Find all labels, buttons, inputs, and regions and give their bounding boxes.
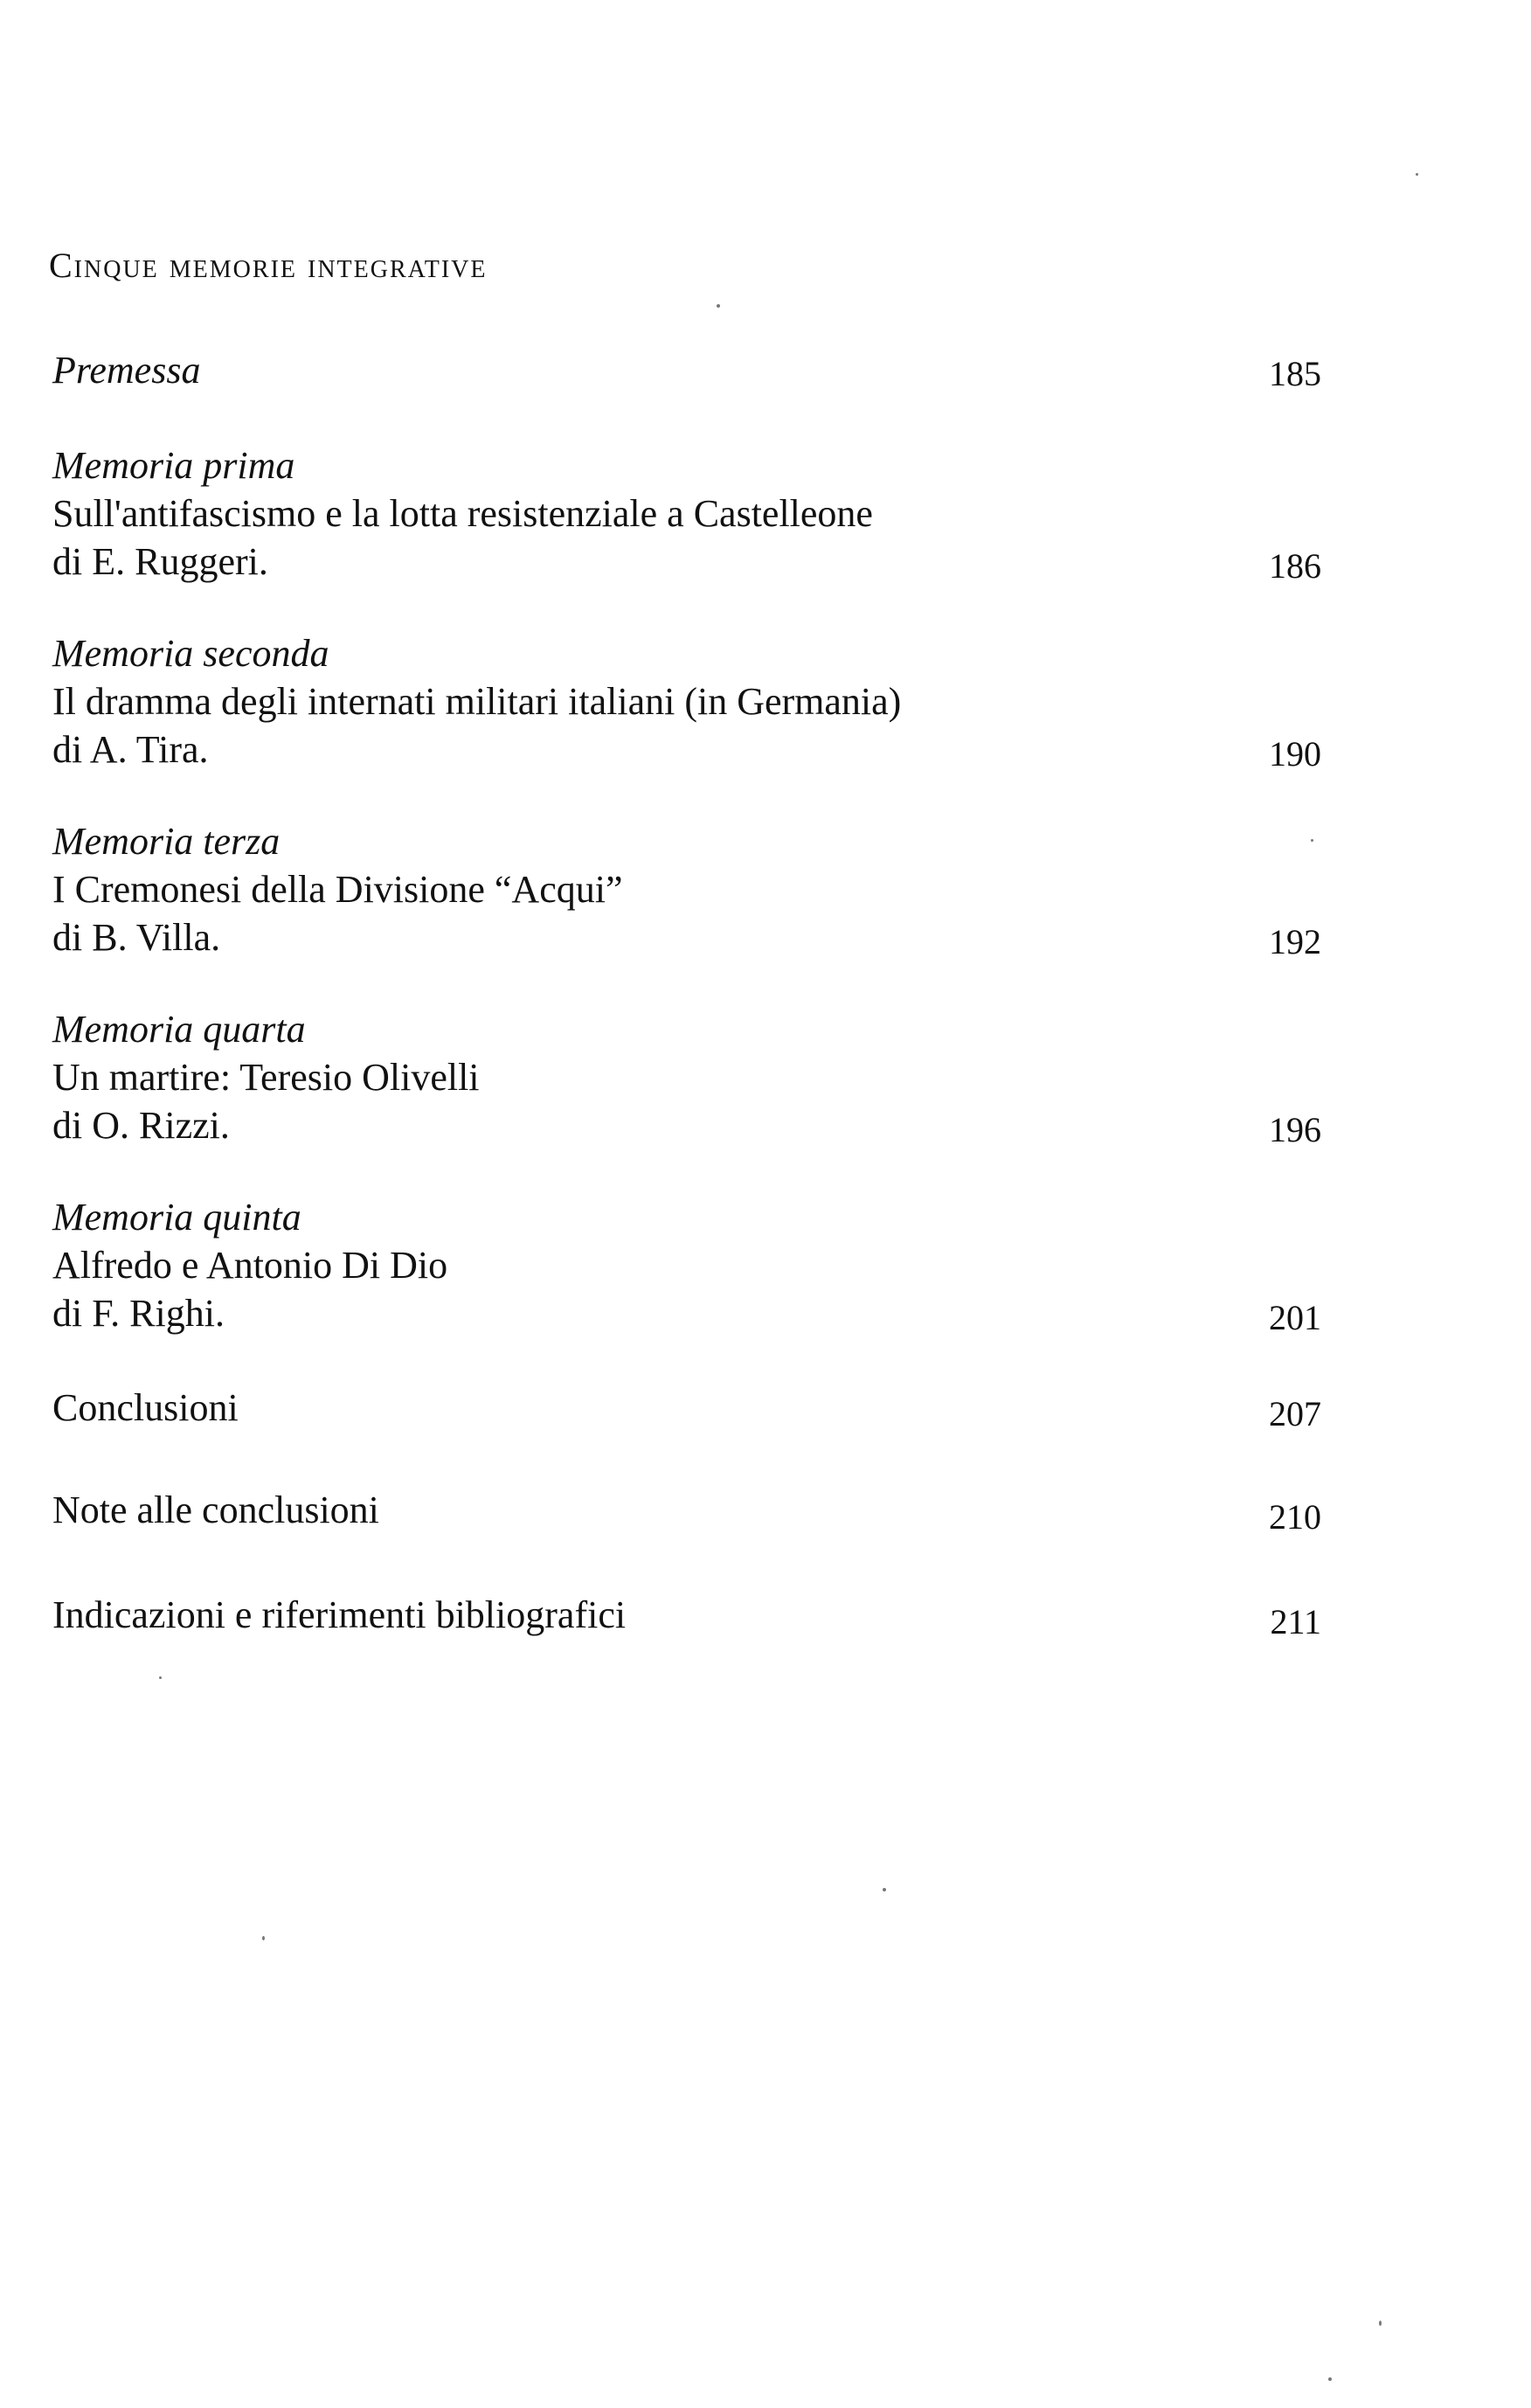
toc-page-number: 210 <box>1269 1497 1321 1537</box>
toc-label-memoria-terza: Memoria terza <box>52 820 281 863</box>
scan-speck <box>1379 2321 1382 2326</box>
toc-label-premessa: Premessa <box>52 349 201 392</box>
scan-speck <box>1311 839 1313 842</box>
toc-page-number: 196 <box>1269 1110 1321 1149</box>
scan-speck <box>717 304 720 308</box>
toc-title-memoria-quarta: Un martire: Teresio Olivelli <box>52 1056 480 1099</box>
toc-label-memoria-quinta: Memoria quinta <box>52 1196 301 1239</box>
toc-page-number: 201 <box>1269 1298 1321 1337</box>
toc-label-memoria-seconda: Memoria seconda <box>52 632 329 675</box>
scan-speck <box>1328 2377 1332 2381</box>
toc-title-memoria-prima: Sull'antifascismo e la lotta resistenziale a Castelleone <box>52 492 873 535</box>
toc-label-memoria-prima: Memoria prima <box>52 444 295 487</box>
section-heading: Cinque memorie integrative <box>49 246 488 285</box>
scan-speck <box>262 1936 265 1940</box>
toc-author-memoria-terza: di B. Villa. <box>52 916 221 959</box>
toc-author-memoria-seconda: di A. Tira. <box>52 728 209 771</box>
toc-title-bibliografia: Indicazioni e riferimenti bibliografici <box>52 1593 627 1636</box>
toc-title-conclusioni: Conclusioni <box>52 1386 239 1429</box>
scan-speck <box>883 1888 886 1891</box>
scan-speck <box>1416 173 1418 176</box>
toc-page-number: 190 <box>1269 734 1321 774</box>
toc-author-memoria-quinta: di F. Righi. <box>52 1292 225 1335</box>
toc-page-number: 185 <box>1269 354 1321 393</box>
toc-title-note-alle-conclusioni: Note alle conclusioni <box>52 1489 379 1531</box>
toc-page-number: 211 <box>1270 1602 1321 1641</box>
scan-speck <box>159 1676 162 1679</box>
toc-author-memoria-prima: di E. Ruggeri. <box>52 540 268 583</box>
toc-page-number: 186 <box>1269 546 1321 586</box>
toc-page-number: 207 <box>1269 1394 1321 1433</box>
toc-title-memoria-quinta: Alfredo e Antonio Di Dio <box>52 1244 448 1287</box>
toc-page-number: 192 <box>1269 922 1321 961</box>
toc-title-memoria-seconda: Il dramma degli internati militari italiani (in Germania) <box>52 680 902 723</box>
toc-label-memoria-quarta: Memoria quarta <box>52 1008 306 1051</box>
toc-author-memoria-quarta: di O. Rizzi. <box>52 1104 230 1147</box>
toc-title-memoria-terza: I Cremonesi della Divisione “Acqui” <box>52 868 623 911</box>
